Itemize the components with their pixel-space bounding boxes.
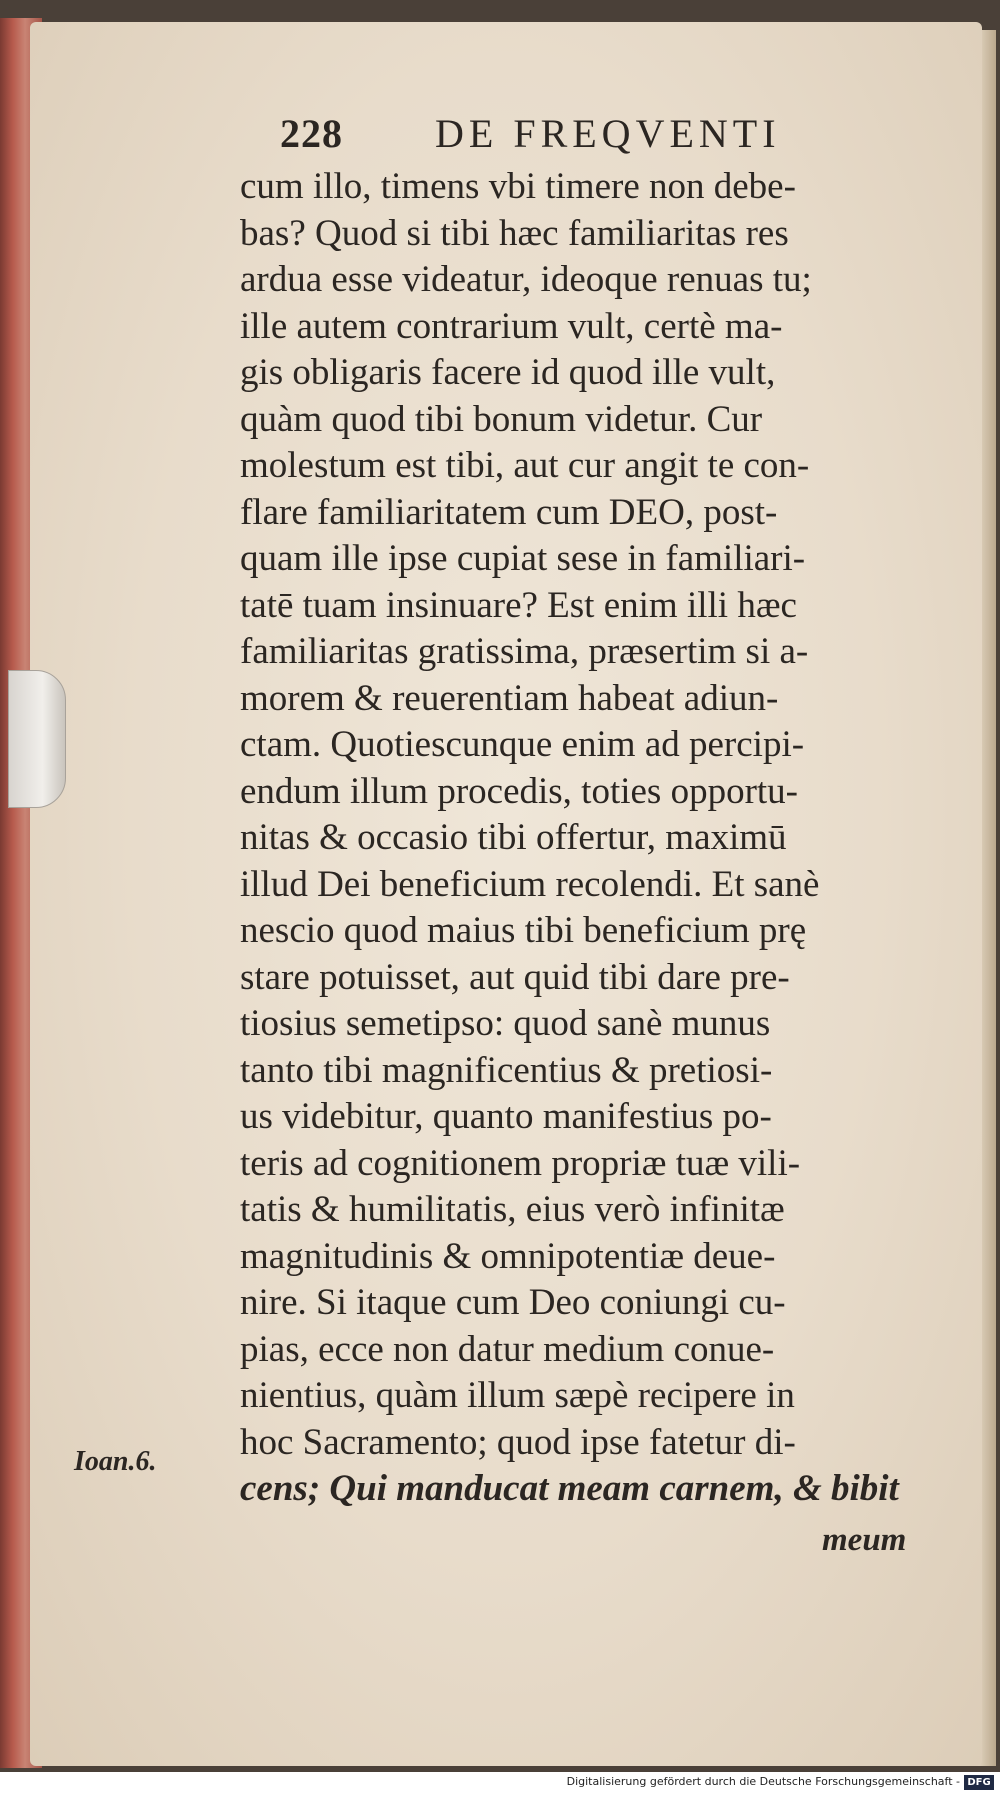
text-block bbox=[240, 106, 960, 1509]
text-line: stare potuisset, aut quid tibi dare pre- bbox=[240, 956, 790, 998]
dfg-logo: DFG bbox=[964, 1775, 994, 1790]
text-line: teris ad cognitionem propriæ tuæ vili- bbox=[240, 1142, 801, 1184]
text-line: nitas & occasio tibi offertur, maximū bbox=[240, 817, 787, 858]
catchword: meum bbox=[822, 1522, 907, 1558]
marginal-reference: Ioan.6. bbox=[74, 1446, 157, 1477]
text-line: familiaritas gratissima, præsertim si a- bbox=[240, 631, 809, 672]
text-line: nescio quod maius tibi beneficium prę bbox=[240, 910, 807, 951]
text-line: tiosius semetipso: quod sanè munus bbox=[240, 1003, 771, 1044]
text-line: ardua esse videatur, ideoque renuas tu; bbox=[240, 259, 812, 300]
text-line: molestum est tibi, aut cur angit te con- bbox=[240, 445, 810, 486]
footer-credit: Digitalisierung gefördert durch die Deutsche Forschungsgemeinschaft - bbox=[566, 1775, 960, 1788]
text-line: ctam. Quotiescunque enim ad percipi- bbox=[240, 724, 805, 765]
text-line: quàm quod tibi bonum videtur. Cur bbox=[240, 398, 763, 440]
text-line: nientius, quàm illum sæpè recipere in bbox=[240, 1375, 795, 1416]
text-line: illud Dei beneficium recolendi. Et sanè bbox=[240, 863, 820, 905]
folio-number: 228 bbox=[280, 111, 343, 156]
text-line: gis obligaris facere id quod ille vult, bbox=[240, 352, 776, 393]
text-line: tatē tuam insinuare? Est enim illi hæc bbox=[240, 584, 797, 626]
text-line: nire. Si itaque cum Deo coniungi cu- bbox=[240, 1282, 786, 1323]
text-line: morem & reuerentiam habeat adiun- bbox=[240, 677, 779, 719]
text-line: pias, ecce non datur medium conue- bbox=[240, 1328, 775, 1370]
text-line: flare familiaritatem cum DEO, post- bbox=[240, 491, 778, 533]
text-line: hoc Sacramento; quod ipse fatetur di- bbox=[240, 1421, 796, 1463]
text-line: endum illum procedis, toties opportu- bbox=[240, 770, 798, 812]
text-line: us videbitur, quanto manifestius po- bbox=[240, 1096, 772, 1137]
text-line: ille autem contrarium vult, certè ma- bbox=[240, 305, 783, 347]
clasp-tab bbox=[8, 670, 66, 808]
text-line-quotation: cens; Qui manducat meam carnem, & bibit bbox=[240, 1468, 899, 1509]
digitization-footer bbox=[0, 1772, 1000, 1794]
running-head bbox=[240, 106, 960, 168]
text-line: magnitudinis & omnipotentiæ deue- bbox=[240, 1235, 776, 1277]
text-line: tanto tibi magnificentius & pretiosi- bbox=[240, 1049, 773, 1091]
body-text bbox=[240, 164, 960, 1513]
text-line: bas? Quod si tibi hæc familiaritas res bbox=[240, 212, 789, 254]
text-line: tatis & humilitatis, eius verò infinitæ bbox=[240, 1189, 785, 1230]
running-head-title: DE FREQVENTI bbox=[435, 111, 781, 156]
text-line: quam ille ipse cupiat sese in familiari- bbox=[240, 538, 806, 579]
text-line: cum illo, timens vbi timere non debe- bbox=[240, 166, 796, 207]
